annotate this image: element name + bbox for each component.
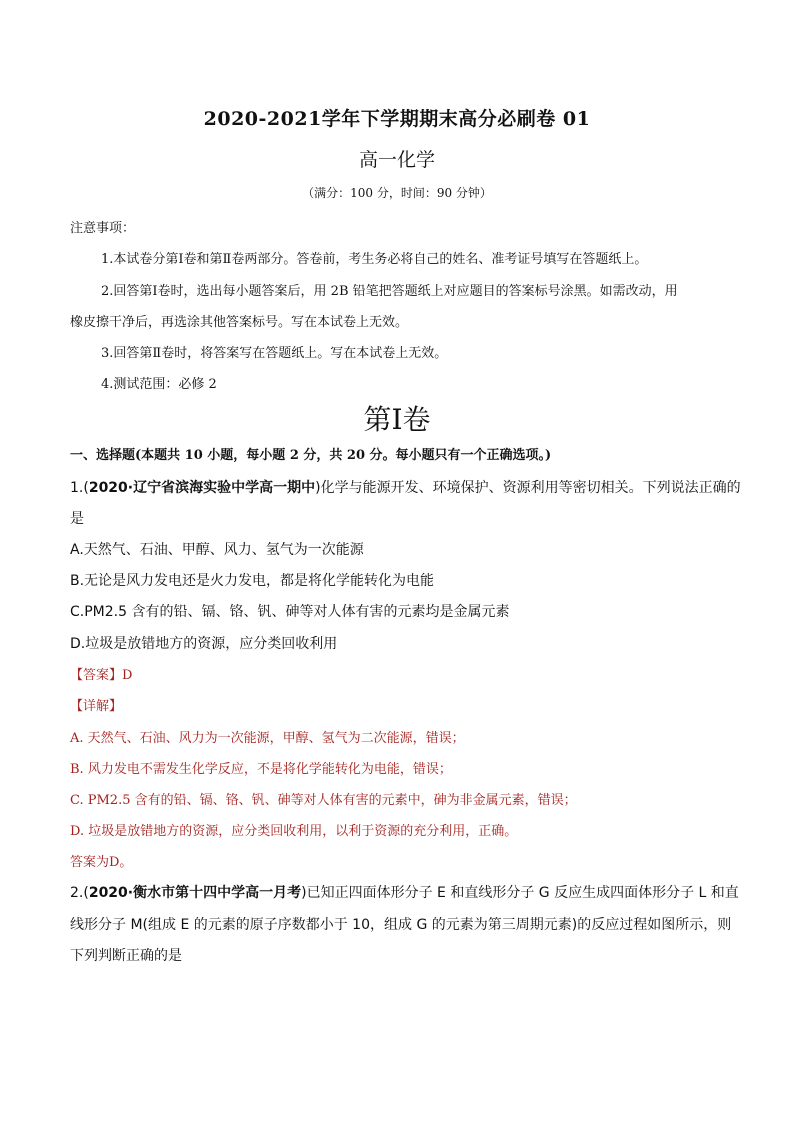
detail-a: A. 天然气、石油、风力为一次能源，甲醇、氢气为二次能源，错误； — [70, 731, 465, 746]
detail-c: C. PM2.5 含有的铅、镉、铬、钒、砷等对人体有害的元素中，砷为非金属元素，错误； — [70, 793, 577, 808]
question-1-option-b: B.无论是风力发电还是火力发电，都是将化学能转化为电能 — [70, 573, 435, 589]
question-1-source: 2020·辽宁省滨海实验中学高一期中 — [88, 480, 316, 496]
question-2-source: 2020·衡水市第十四中学高一月考 — [88, 885, 302, 901]
question-1-prefix: 1.( — [70, 480, 89, 496]
subject-title: 高一化学 — [358, 149, 435, 171]
question-2-text: )已知正四面体形分子 E 和直线形分子 G 反应生成四面体形分子 L 和直 — [301, 885, 739, 901]
page-title: 2020-2021学年下学期期末高分必刷卷 01 — [203, 108, 591, 130]
section-heading: 一、选择题(本题共 10 小题，每小题 2 分，共 20 分。每小题只有一个正确选项。) — [70, 448, 552, 463]
question-2-stem — [70, 882, 739, 902]
notice-item-4: 4.测试范围：必修 2 — [101, 377, 217, 392]
detail-d: D. 垃圾是放错地方的资源，应分类回收利用，以利于资源的充分利用，正确。 — [70, 824, 518, 839]
question-1-option-d: D.垃圾是放错地方的资源，应分类回收利用 — [70, 636, 338, 652]
question-2-stem-line-2: 线形分子 M(组成 E 的元素的原子序数都小于 10，组成 G 的元素为第三周期元素)的反应过程如图所示，则 — [70, 917, 732, 933]
question-2-prefix: 2.( — [70, 885, 89, 901]
final-answer: 答案为D。 — [70, 855, 133, 870]
notice-item-2: 2.回答第Ⅰ卷时，选出每小题答案后，用 2B 铅笔把答题纸上对应题目的答案标号涂黑。如需改动，用 — [101, 284, 678, 299]
notice-item-3: 3.回答第Ⅱ卷时，将答案写在答题纸上。写在本试卷上无效。 — [101, 346, 448, 361]
question-1-option-c: C.PM2.5 含有的铅、镉、铬、钒、砷等对人体有害的元素均是金属元素 — [70, 604, 510, 620]
question-1-stem-continued: 是 — [70, 511, 84, 527]
detail-label: 【详解】 — [70, 699, 123, 714]
volume-title: 第Ⅰ卷 — [363, 403, 431, 436]
question-1-text: )化学与能源开发、环境保护、资源利用等密切相关。下列说法正确的 — [315, 480, 741, 496]
score-info: （满分：100 分，时间：90 分钟） — [302, 186, 492, 200]
notice-item-1: 1.本试卷分第Ⅰ卷和第Ⅱ卷两部分。答卷前，考生务必将自己的姓名、准考证号填写在答题纸上。 — [101, 252, 648, 267]
answer-label: 【答案】D — [70, 668, 133, 683]
notice-heading: 注意事项： — [70, 221, 136, 236]
question-2-stem-line-3: 下列判断正确的是 — [70, 948, 182, 964]
question-1-stem — [70, 477, 741, 497]
detail-b: B. 风力发电不需发生化学反应，不是将化学能转化为电能，错误； — [70, 762, 452, 777]
question-1-option-a: A.天然气、石油、甲醇、风力、氢气为一次能源 — [70, 542, 364, 558]
notice-item-2-continued: 橡皮擦干净后，再选涂其他答案标号。写在本试卷上无效。 — [70, 315, 409, 330]
